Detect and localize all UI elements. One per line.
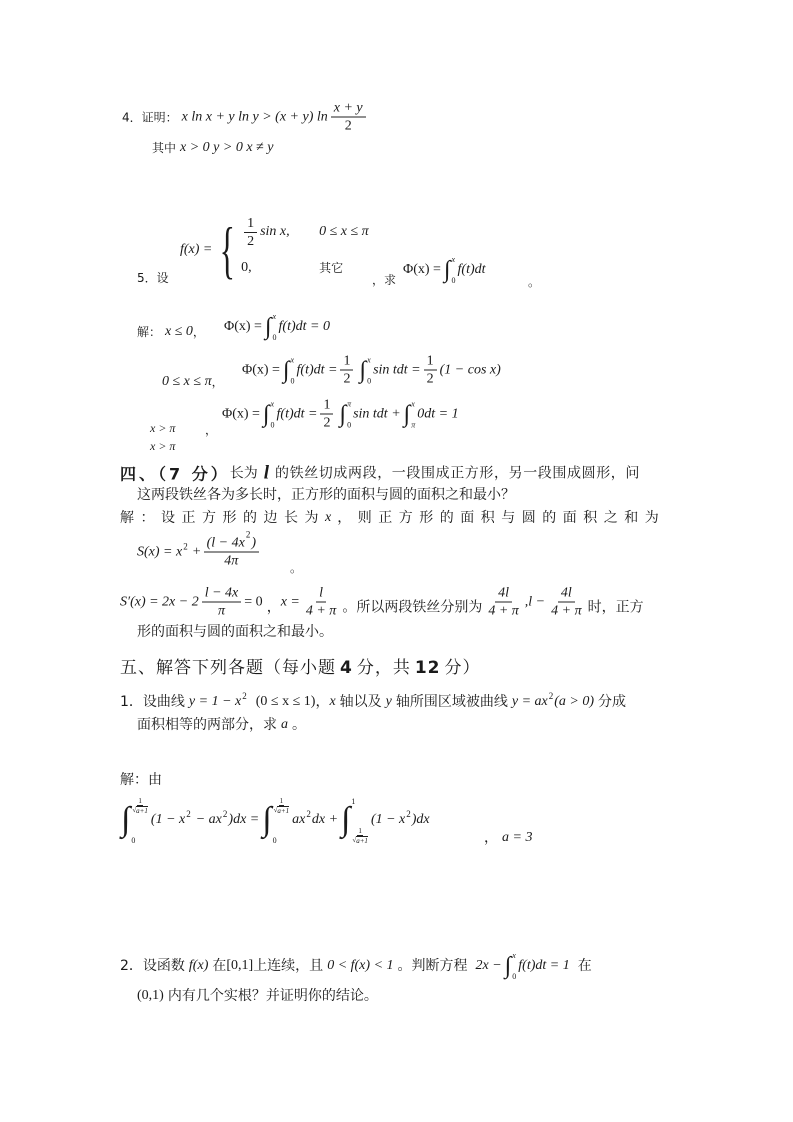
math-fragment: a = 3 — [502, 830, 533, 845]
solution-case-3-condition — [150, 419, 175, 437]
fraction — [548, 586, 584, 619]
lower-limit: 0 — [451, 276, 456, 285]
lower-limit: 0 — [272, 836, 277, 845]
lower-limit — [351, 827, 369, 845]
integral-sign: ∫ — [341, 801, 351, 838]
section-heading: 四、（7 分） — [120, 464, 230, 484]
integral-limits — [291, 355, 295, 385]
text-fragment: 的铁丝切成两段，一段围成正方形，另一段围成圆形，问 — [275, 465, 640, 481]
math-fragment: sin tdt = — [373, 362, 421, 377]
math-fragment: x = — [280, 594, 300, 609]
math-fragment: Φ(x) = — [403, 262, 441, 277]
integral-limits — [512, 951, 516, 981]
denominator: 2 — [343, 371, 351, 387]
integral — [339, 399, 351, 429]
exponent: 2 — [406, 809, 411, 819]
fraction — [485, 586, 521, 619]
area-equation — [118, 795, 430, 845]
math-fragment: S′(x) = 2x − 2 — [120, 594, 199, 609]
text-fragment: ， — [211, 375, 224, 389]
denominator: 2 — [426, 371, 434, 387]
lower-limit: 0 — [290, 376, 295, 385]
denominator: 2 — [247, 233, 255, 249]
math-fragment: y = ax — [511, 694, 548, 709]
integral — [262, 795, 290, 845]
text-fragment: 分，共 — [356, 658, 411, 678]
math-fragment: x > 0 y > 0 x ≠ y — [180, 140, 274, 155]
problem-5-label — [137, 269, 169, 287]
math-fragment: sin tdt + — [353, 406, 401, 421]
math-fragment: f(t)dt = — [276, 406, 318, 421]
problem-1-line-1 — [120, 693, 626, 711]
text-fragment: ， — [192, 325, 205, 339]
math-fragment: )dx = — [228, 812, 260, 827]
math-fragment: x ≤ 0 — [165, 324, 193, 339]
math-fragment: = 0 — [244, 594, 263, 609]
denominator: 4 + π — [305, 603, 337, 619]
derivative-line — [120, 586, 644, 619]
problem-number: 5．设 — [137, 271, 169, 285]
result — [484, 829, 532, 847]
denominator — [351, 836, 369, 845]
lower-limit: 0 — [131, 836, 136, 845]
cases-grid — [241, 214, 369, 286]
integral — [265, 312, 277, 342]
period — [290, 559, 302, 577]
math-fragment: + — [192, 544, 201, 559]
integral-sign: ∫ — [403, 401, 411, 427]
lower-limit: 0 — [512, 972, 517, 981]
math-fragment: f(t)dt — [457, 262, 486, 277]
integral-sign: ∫ — [282, 357, 290, 383]
numerator: 1 — [340, 354, 353, 371]
text-fragment: 在 — [212, 958, 227, 974]
text-fragment: 。所以两段铁丝分别为 — [342, 599, 483, 615]
math-fragment: (1 − x — [150, 812, 186, 827]
upper-limit: x — [290, 355, 295, 364]
math-fragment: Φ(x) = — [224, 319, 262, 334]
exponent: 2 — [548, 691, 554, 701]
math-fragment: x > π — [150, 439, 176, 453]
integral — [444, 255, 456, 285]
text-fragment: 轴所围区域被曲线 — [395, 694, 508, 710]
lower-limit: 0 — [367, 376, 372, 385]
upper-limit — [273, 797, 291, 815]
upper-limit: x — [411, 399, 415, 408]
denominator: 2 — [344, 118, 352, 134]
integral-sign: ∫ — [121, 801, 131, 838]
math-fragment: 0 ≤ x ≤ π — [319, 224, 369, 239]
text-fragment: 。 — [292, 717, 306, 733]
numerator: l − 4x — [202, 586, 242, 603]
piecewise-definition — [180, 214, 369, 286]
radicand: a+1 — [136, 807, 148, 815]
problem-2-line-1 — [120, 951, 592, 981]
math-fragment: dx + — [311, 812, 339, 827]
integral — [121, 795, 149, 845]
upper-limit: x — [270, 399, 275, 408]
numerator: l — [316, 586, 326, 603]
text-fragment: 面积相等的两部分，求 — [137, 717, 277, 733]
phi-definition — [403, 255, 486, 285]
text-fragment: 解： — [137, 325, 162, 339]
problem-number: 1．设曲线 — [120, 694, 185, 710]
text-fragment: ， — [484, 830, 498, 846]
exponent: 2 — [183, 541, 188, 551]
solution-case-1 — [224, 312, 330, 342]
upper-limit: x — [451, 255, 456, 264]
exponent: 2 — [306, 809, 311, 819]
text-fragment: ， — [205, 423, 218, 437]
upper-limit: π — [347, 399, 352, 408]
upper-limit: x — [272, 312, 277, 321]
solution-case-3 — [222, 398, 459, 431]
integral — [341, 795, 369, 845]
math-fragment: (1 − x — [370, 812, 406, 827]
numerator: 1 — [320, 398, 333, 415]
comma — [205, 421, 217, 439]
integral-limits — [452, 255, 456, 285]
fraction — [340, 354, 353, 387]
numerator: x + y — [331, 101, 366, 118]
text-fragment: ，求 — [372, 273, 397, 287]
fraction — [331, 101, 366, 134]
denominator: π — [217, 603, 225, 619]
denominator — [273, 806, 291, 815]
text-fragment: 分） — [444, 658, 481, 678]
solution-case-2 — [242, 354, 501, 387]
numerator: 4l — [495, 586, 512, 603]
integral — [505, 951, 517, 981]
text-fragment: ，则正方形的面积与圆的面积之和为 — [337, 510, 666, 526]
math-variable: x — [329, 694, 336, 709]
case-2-expression — [241, 259, 319, 277]
math-variable: x — [325, 510, 332, 525]
integral — [359, 355, 371, 385]
sqrt-sign: √ — [132, 806, 137, 814]
text-fragment: 12 — [414, 658, 441, 678]
math-fragment: f(t)dt = 0 — [278, 319, 330, 334]
exponent: 2 — [242, 691, 247, 701]
math-fragment: 2x − — [475, 958, 502, 973]
math-variable: y — [385, 694, 392, 709]
problem-1-solution-label — [120, 771, 162, 789]
math-fragment: 0 ≤ x ≤ π — [162, 374, 212, 389]
problem-4-condition — [152, 139, 273, 157]
integral — [404, 399, 416, 429]
lower-limit: π — [411, 420, 416, 429]
math-fragment: (0 ≤ x ≤ 1) — [255, 694, 316, 709]
numerator — [204, 529, 259, 553]
integral-sign: ∫ — [504, 953, 512, 979]
text-fragment: 轴以及 — [339, 694, 382, 710]
exponent: 2 — [245, 529, 251, 540]
section-4-solution-line-1 — [120, 509, 665, 527]
solution-case-2-condition — [162, 373, 224, 391]
math-fragment: (a > 0) — [554, 694, 595, 709]
numerator: 1 — [358, 827, 362, 835]
radicand: a+1 — [277, 807, 290, 815]
section-4-question-line-1 — [120, 462, 640, 485]
text-fragment: 4 — [340, 658, 353, 678]
text-fragment: 。判断方程 — [397, 958, 468, 974]
text-fragment: 时，正方 — [587, 599, 644, 615]
exponent: 2 — [186, 809, 191, 819]
denominator — [131, 806, 149, 815]
fraction — [303, 586, 339, 619]
problem-5-ask — [372, 271, 396, 289]
problem-4-statement — [122, 101, 369, 134]
section-4-question-line-2 — [137, 486, 515, 504]
integral-limits — [347, 399, 351, 429]
math-fragment: (l − 4x — [206, 535, 245, 551]
text-fragment: 长为 — [229, 465, 258, 481]
math-fragment: 0 < f(x) < 1 — [327, 958, 394, 973]
integral-sign: ∫ — [262, 401, 270, 427]
text-fragment: 解：设正方形的边长为 — [120, 510, 325, 526]
text-fragment: 上连续，且 — [253, 958, 324, 974]
problem-2-line-2 — [137, 987, 378, 1005]
area-function — [137, 529, 262, 569]
integral-limits — [131, 797, 149, 845]
fraction — [244, 216, 257, 249]
period — [528, 273, 540, 291]
denominator: 4π — [224, 553, 239, 569]
math-fragment: y = 1 − x — [188, 694, 242, 709]
lower-limit: 0 — [272, 333, 277, 342]
text-fragment: 五、解答下列各题（每小题 — [120, 658, 336, 678]
math-fragment: f(t)dt = 1 — [518, 958, 570, 973]
denominator: 2 — [323, 415, 331, 431]
math-fragment: − ax — [195, 812, 222, 827]
integral-limits — [351, 797, 369, 845]
solution-label — [137, 323, 205, 341]
radicand: a+1 — [356, 837, 368, 845]
text-fragment: 分成 — [598, 694, 627, 710]
math-fragment: sin x, — [260, 224, 290, 239]
upper-limit: x — [512, 951, 516, 960]
integral-limits — [273, 797, 291, 845]
problem-number: 2．设函数 — [120, 958, 185, 974]
integral-limits — [367, 355, 371, 385]
text-fragment: 这两段铁丝各为多长时，正方形的面积与圆的面积之和最小？ — [137, 487, 515, 503]
math-fragment: [0,1] — [226, 958, 254, 973]
brace-symbol: { — [220, 214, 236, 285]
integral-sign: ∫ — [264, 314, 272, 340]
fraction — [202, 586, 242, 619]
text-fragment: 内有几个实根？并证明你的结论。 — [167, 988, 378, 1004]
upper-limit: x — [367, 355, 371, 364]
denominator: 4 + π — [488, 603, 519, 619]
sqrt-sign: √ — [273, 806, 278, 814]
exponent: 2 — [222, 809, 228, 819]
text-fragment: 。 — [290, 561, 303, 575]
section-5-heading — [120, 657, 481, 679]
math-fragment: f(x) — [188, 958, 209, 973]
fraction — [424, 354, 437, 387]
text-fragment: 其它 — [319, 261, 344, 275]
integral-sign: ∫ — [339, 401, 347, 427]
text-fragment: 解：由 — [120, 772, 162, 788]
math-fragment: (0,1) — [137, 988, 164, 1003]
math-fragment: S(x) = x — [137, 544, 183, 559]
case-1-expression — [241, 216, 319, 249]
fraction — [320, 398, 333, 431]
math-variable: a — [281, 717, 288, 732]
numerator: 4l — [558, 586, 575, 603]
integral-limits — [271, 399, 275, 429]
problem-number: 4．证明： — [122, 110, 178, 124]
math-fragment: f(t)dt = — [296, 362, 338, 377]
math-fragment: Φ(x) = — [222, 406, 260, 421]
math-fragment: 0, — [241, 260, 252, 275]
section-4-conclusion — [137, 623, 333, 641]
case-1-condition — [319, 223, 369, 241]
integral-sign: ∫ — [359, 357, 367, 383]
math-fragment: ,l − — [524, 594, 546, 609]
math-fragment: )dx — [411, 812, 430, 827]
text-fragment: 。 — [528, 275, 541, 289]
math-fragment: x ln x + y ln y > (x + y) ln — [181, 109, 328, 124]
text-fragment: 在 — [577, 958, 592, 974]
numerator: 1 — [424, 354, 437, 371]
integral-limits — [273, 312, 277, 342]
denominator: 4 + π — [551, 603, 582, 619]
math-fragment: 0dt = 1 — [417, 406, 459, 421]
sqrt-sign: √ — [352, 836, 357, 844]
upper-limit — [131, 797, 149, 815]
fraction — [204, 529, 259, 569]
upper-limit: 1 — [351, 797, 356, 806]
text-fragment: ， — [315, 694, 330, 710]
lower-limit: 0 — [270, 420, 275, 429]
lower-limit: 0 — [347, 420, 352, 429]
integral-sign: ∫ — [443, 257, 451, 283]
text-fragment: 形的面积与圆的面积之和最小。 — [137, 624, 333, 640]
math-fragment: x > π — [150, 421, 176, 435]
integral — [283, 355, 295, 385]
math-fragment: Φ(x) = — [242, 362, 280, 377]
problem-1-line-2 — [137, 716, 306, 734]
math-fragment: (1 − cos x) — [439, 362, 501, 377]
numerator: 1 — [279, 797, 284, 805]
case-2-condition — [319, 259, 369, 277]
solution-case-3-condition-repeat — [150, 437, 175, 455]
numerator: 1 — [138, 797, 142, 805]
numerator: 1 — [244, 216, 257, 233]
text-fragment: ， — [266, 599, 281, 615]
math-fragment: ax — [292, 812, 306, 827]
integral-sign: ∫ — [262, 801, 272, 838]
math-fragment: ) — [251, 535, 256, 551]
math-fragment: f(x) = — [180, 242, 213, 257]
text-fragment: 其中 — [152, 141, 177, 155]
math-variable: l — [263, 462, 269, 483]
integral — [263, 399, 275, 429]
integral-limits — [411, 399, 415, 429]
